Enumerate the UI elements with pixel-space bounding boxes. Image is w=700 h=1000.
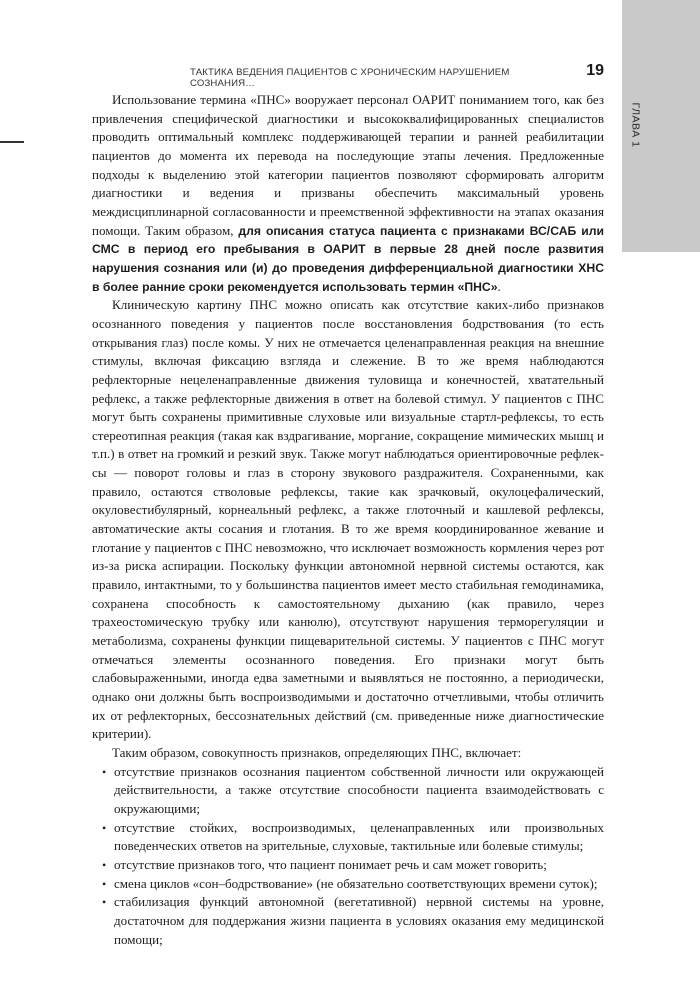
list-item-text: смена циклов «сон–бодрствование» (не обязательно соответствующих времени суток); — [114, 875, 598, 891]
list-item-text: отсутствие стойких, воспроизводимых, целенаправленных или произвольных поведенческих ответов на зрительные, слуховые, тактильные или болевые стимулы; — [114, 819, 604, 854]
paragraph-1-end: . — [497, 278, 501, 294]
bullet-icon: • — [102, 820, 107, 835]
list-item — [102, 893, 604, 949]
bullet-icon: • — [102, 764, 107, 779]
paragraph-1-text: Использование термина «ПНС» вооружает персонал ОАРИТ пониманием того, как без привлечения специфической диагностики и высококвалифицированных специалистов проводить оптимальный комплекс поддерживающей терапии и ранней реабилитации пациентов до момента их перевода на последующие этапы лечения. Предложенные подходы к выделению этой категории пациентов позволяют сформировать алгоритм диагностики и ведения и призваны обеспечить максимальный уровень междисциплинарной согласованности и преемственной эффективности на этапах оказания помощи. Таким образом, — [92, 92, 604, 238]
criteria-list — [92, 763, 604, 950]
running-title: ТАКТИКА ВЕДЕНИЯ ПАЦИЕНТОВ С ХРОНИЧЕСКИМ НАРУШЕНИЕМ СОЗНАНИЯ… — [190, 67, 510, 89]
list-item — [102, 875, 604, 894]
list-item — [102, 856, 604, 875]
bullet-icon: • — [102, 895, 107, 910]
chapter-tab-label — [622, 80, 648, 170]
bullet-icon: • — [102, 876, 107, 891]
paragraph-2: Клиническую картину ПНС можно описать как отсутствие каких-либо признаков осознанного поведения у пациентов после восстановления бодрствования (то есть открывания глаз) после комы. У них не отмечается целенаправленная реакция на внешние стимулы, включая фиксацию взгляда и слежение. В то же время наблюдаются рефлекторные нецеленаправленные движения туловища и конечностей, хватательный рефлекс, а также рефлекторные движения в ответ на болевой стимул. У пациентов с ПНС могут быть сохранены примитивные слуховые или визуальные стартл-рефлексы, то есть стереотипная реакция (такая как вздрагивание, моргание, сокращение мимических мышц и т.п.) в ответ на громкий и резкий звук. Также могут наблюдаться ориентировочные рефлексы — поворот головы и глаз в сторону звукового раздражителя. Сохраненными, как правило, остаются стволовые рефлексы, такие как зрачковый, окулоцефалический, окуловестибулярный, корнеальный рефлекс, а также глоточный и кашлевой рефлексы, автоматические акты сосания и глотания. В то же время координированное жевание и глотание у пациентов с ПНС невозможно, что исключает возможность кормления через рот из-за риска аспирации. Поскольку функции автономной нервной системы остаются, как правило, интактными, то у большинства пациентов имеет место стабильная гемодинамика, сохранена способность к самостоятельному дыханию (как правило, через трахеостомическую трубку или канюлю), отсутствуют нарушения терморегуляции и метаболизма, сохранены функции пищеварительной системы. У пациентов с ПНС могут отмечаться элементы осознанного поведения. Его признаки могут быть слабовыраженными, иногда едва заметными и выявляться не постоянно, а периодически, однако они должны быть воспроизводимыми и достаточно отчетливыми, чтобы отличить их от рефлекторных, бессознательных действий (см. приведенные ниже диагностические критерии). — [92, 297, 604, 742]
chapter-label-text: ГЛАВА 1 — [629, 102, 641, 148]
list-item-text: отсутствие признаков того, что пациент понимает речь и сам может говорить; — [114, 856, 547, 872]
list-item — [102, 763, 604, 819]
running-header — [190, 62, 604, 89]
margin-marker — [0, 141, 24, 143]
list-item-text: стабилизация функций автономной (вегетативной) нервной системы на уровне, достаточном для поддержания жизни пациента в условиях оказания ему медицинской помощи; — [114, 894, 604, 947]
paragraph-1-emphasis: для описания статуса пациента с признаками ВС/САБ или СМС в период его пребывания в ОАРИТ в первые 28 дней после развития нарушения сознания или (и) до проведения дифференциальной диагностики ХНС в более ранние сроки рекомендуется использовать термин «ПНС» — [92, 223, 604, 294]
paragraph-3: Таким образом, совокупность признаков, определяющих ПНС, включает: — [112, 744, 522, 760]
paragraph-1 — [92, 91, 604, 296]
page-number: 19 — [586, 62, 604, 79]
list-item-text: отсутствие признаков осознания пациентом собственной личности или окружающей действительности, а также отсутствие способности пациента взаимодействовать с окружающими; — [114, 763, 604, 816]
list-item — [102, 819, 604, 856]
bullet-icon: • — [102, 857, 107, 872]
page-body — [92, 91, 604, 949]
